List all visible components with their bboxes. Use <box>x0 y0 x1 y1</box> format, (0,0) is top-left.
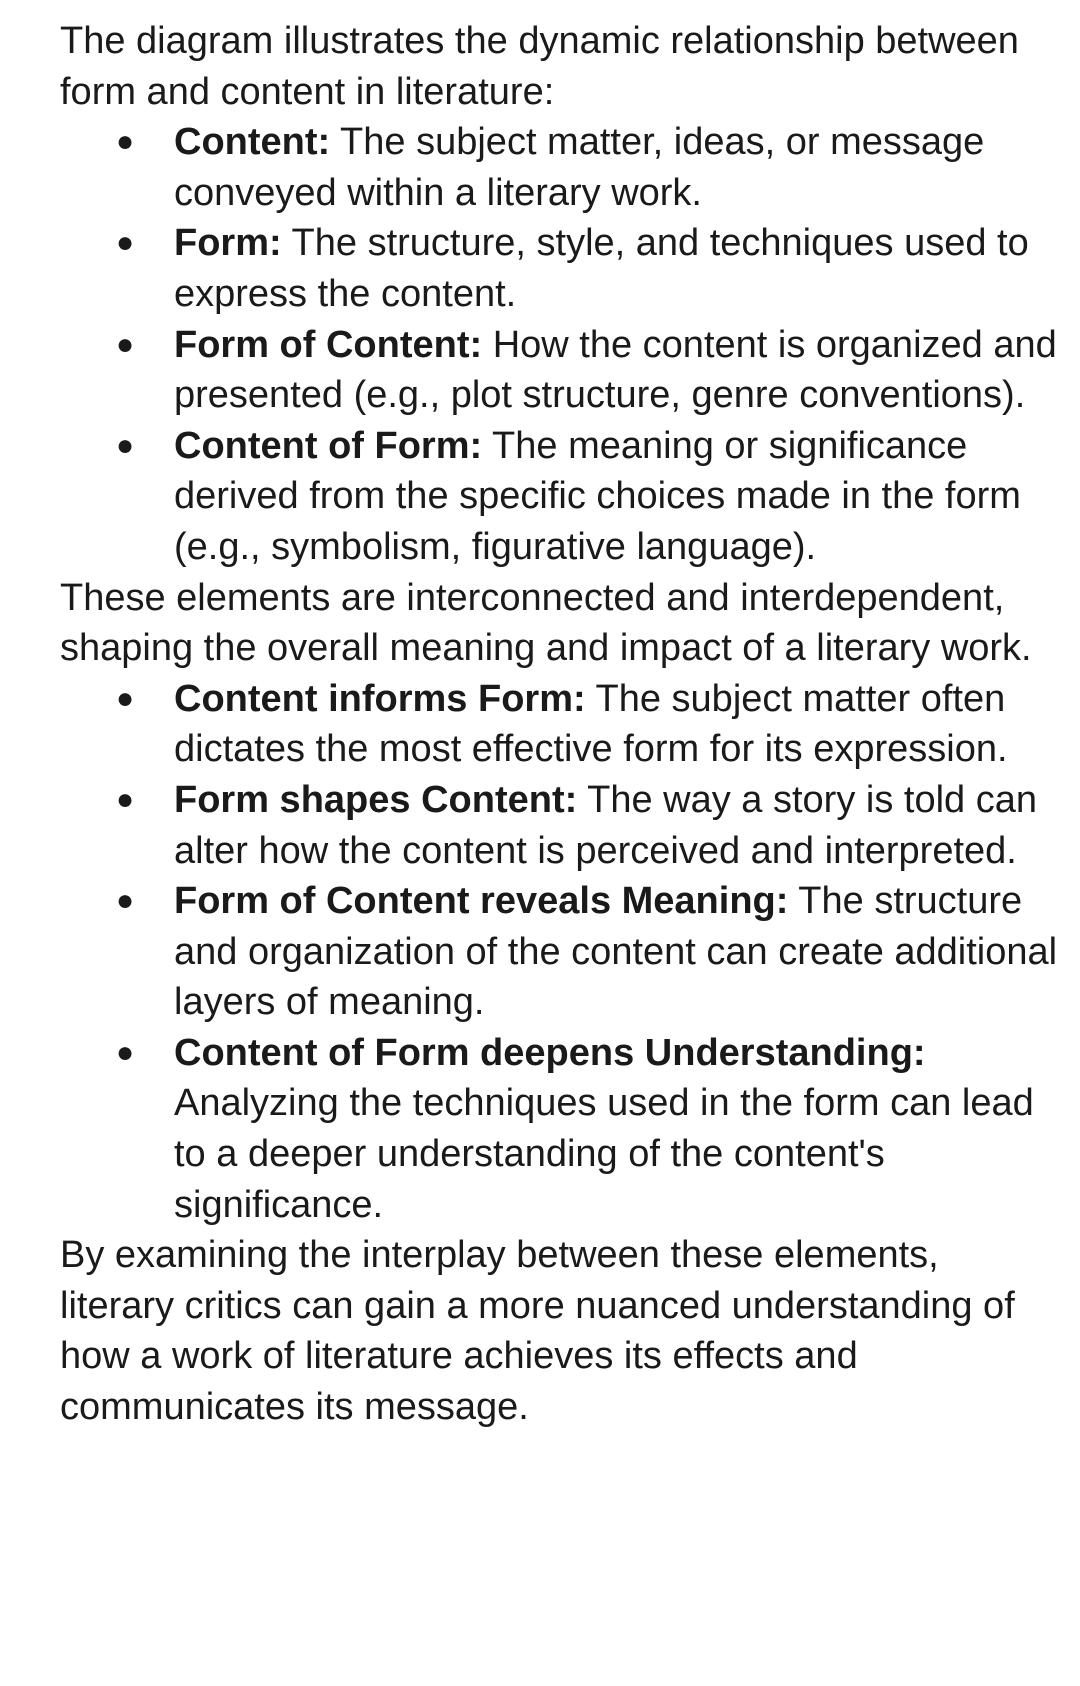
list-item-form-of-content <box>60 320 1060 421</box>
list-item-form-shapes-content <box>60 775 1060 876</box>
bullet-icon: ● <box>116 681 135 715</box>
bullet-icon: ● <box>116 125 135 159</box>
list-item-content-of-form <box>60 421 1060 573</box>
definitions-list <box>60 117 1060 572</box>
list-item-form <box>60 218 1060 319</box>
list-item-content-of-form-deepens-understanding <box>60 1028 1060 1230</box>
term-label: Content: <box>174 121 331 164</box>
middle-paragraph: These elements are interconnected and interdependent, shaping the overall meaning and impact of a literary work. <box>60 576 1032 670</box>
bullet-icon: ● <box>116 1035 135 1069</box>
relations-list <box>60 674 1060 1231</box>
term-label: Content of Form deepens Understanding: <box>174 1031 926 1074</box>
bullet-icon: ● <box>116 428 135 462</box>
list-item-content-informs-form <box>60 674 1060 775</box>
bullet-icon: ● <box>116 884 135 918</box>
bullet-icon: ● <box>116 782 135 816</box>
term-description: The subject matter often dictates the most effective form for its expression. <box>174 677 1008 771</box>
term-description: Analyzing the techniques used in the form can lead to a deeper understanding of the content's significance. <box>174 1082 1034 1226</box>
term-label: Form of Content reveals Meaning: <box>174 880 789 923</box>
term-label: Form: <box>174 222 282 265</box>
term-description: The structure and organization of the content can create additional layers of meaning. <box>174 880 1058 1024</box>
term-description: The subject matter, ideas, or message conveyed within a literary work. <box>174 121 985 214</box>
list-item-content <box>60 117 1060 218</box>
term-label: Form shapes Content: <box>174 778 578 821</box>
term-label: Form of Content: <box>174 323 483 366</box>
list-item-form-of-content-reveals-meaning <box>60 876 1060 1028</box>
term-description: The structure, style, and techniques used to express the content. <box>174 222 1029 315</box>
term-description: The way a story is told can alter how the content is perceived and interpreted. <box>174 778 1037 872</box>
term-description: The meaning or significance derived from the specific choices made in the form (e.g., symbolism, figurative language). <box>174 424 1021 568</box>
document-body <box>60 16 1060 1433</box>
term-description: How the content is organized and presented (e.g., plot structure, genre conventions). <box>174 323 1057 417</box>
term-label: Content informs Form: <box>174 677 586 720</box>
bullet-icon: ● <box>116 327 135 361</box>
bullet-icon: ● <box>116 226 135 260</box>
intro-paragraph: The diagram illustrates the dynamic relationship between form and content in literature: <box>60 20 1019 113</box>
conclusion-paragraph: By examining the interplay between these elements, literary critics can gain a more nuanced understanding of how a work of literature achieves its effects and communicates its message. <box>60 1234 1015 1429</box>
term-label: Content of Form: <box>174 424 483 467</box>
